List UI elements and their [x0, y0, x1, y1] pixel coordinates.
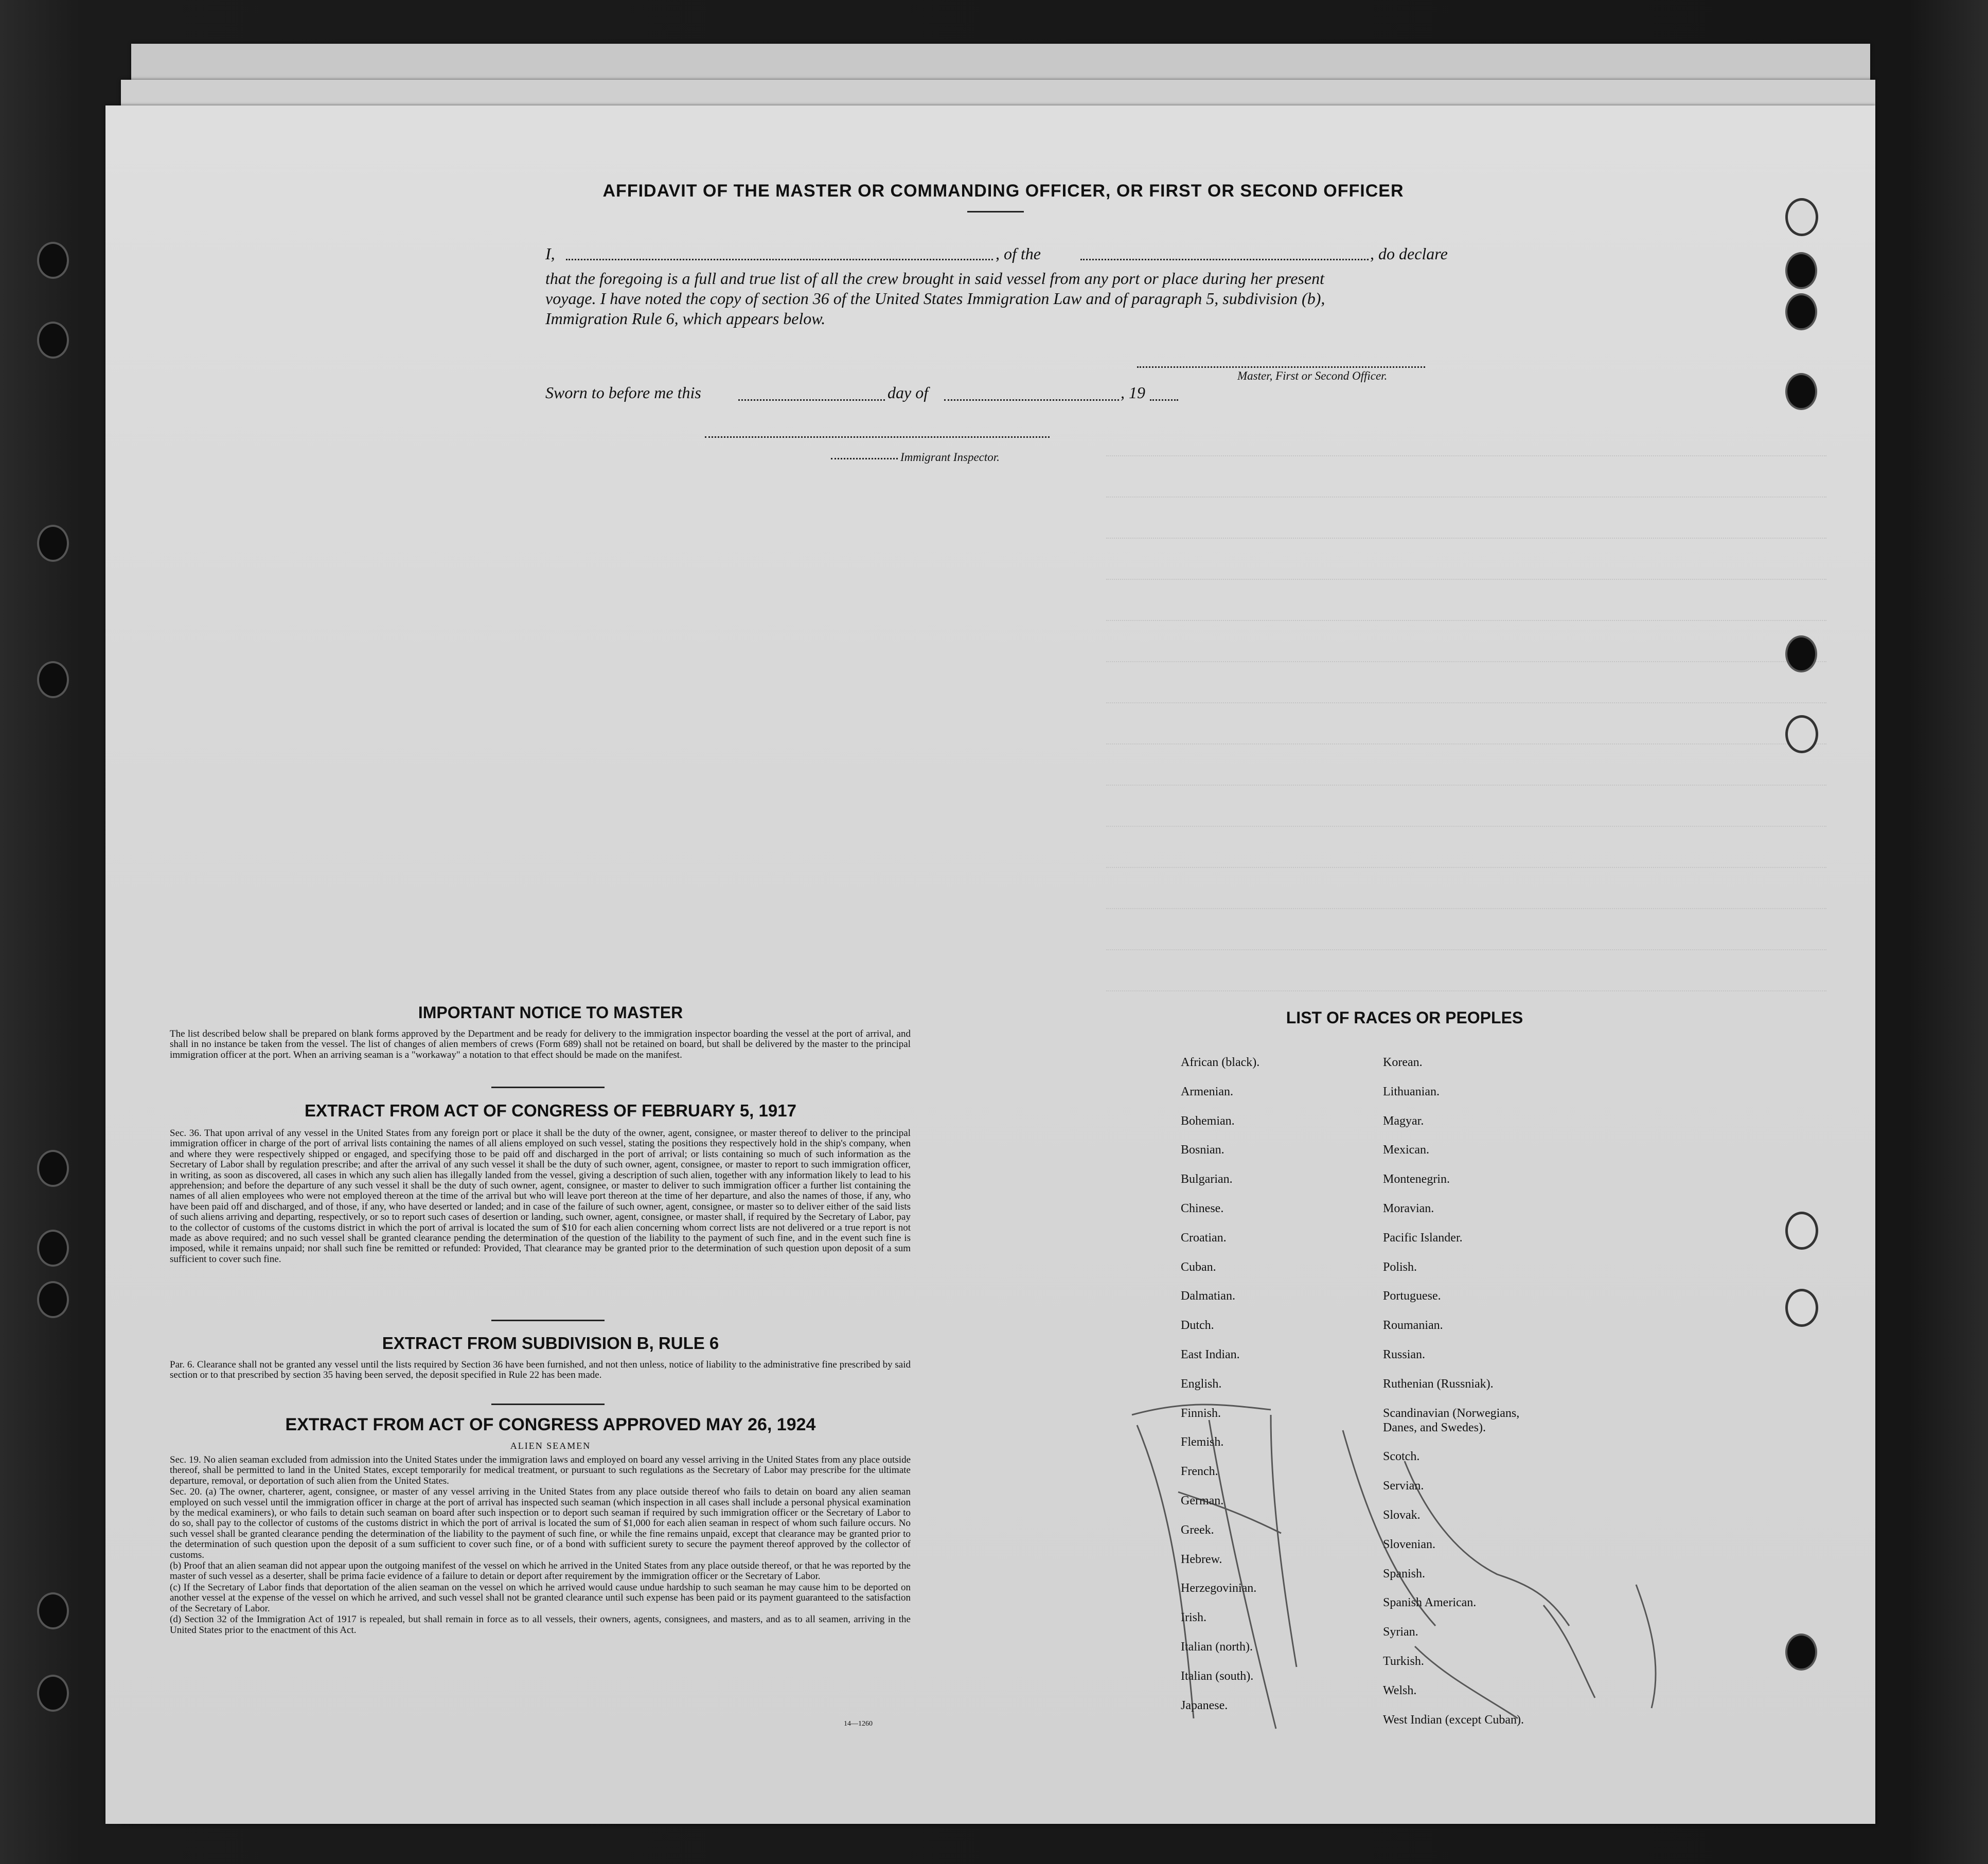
race-entry: Russian. [1383, 1348, 1426, 1361]
bleed-through-row [1106, 867, 1826, 869]
race-entry: Herzegovinian. [1181, 1582, 1257, 1595]
race-entry: Scotch. [1383, 1450, 1420, 1464]
race-entry: Greek. [1181, 1523, 1214, 1537]
race-entry: English. [1181, 1377, 1222, 1391]
race-entry: Italian (south). [1181, 1669, 1254, 1683]
race-entry: Dalmatian. [1181, 1289, 1235, 1303]
page-hole [1785, 373, 1817, 410]
title-underline [967, 211, 1024, 212]
race-entry: Danes, and Swedes). [1383, 1421, 1486, 1434]
bleed-through-row [1106, 826, 1826, 828]
binder-hole [37, 1281, 69, 1318]
page-hole [1785, 198, 1818, 236]
affidavit-title: AFFIDAVIT OF THE MASTER OR COMMANDING OFFICER, OR FIRST OR SECOND OFFICER [602, 181, 1404, 201]
race-entry: Japanese. [1181, 1698, 1228, 1712]
bleed-through-row [1106, 496, 1826, 499]
race-entry: Turkish. [1383, 1655, 1424, 1668]
race-entry: Servian. [1383, 1479, 1424, 1493]
race-entry: Portuguese. [1383, 1289, 1441, 1303]
binder-hole [37, 1675, 69, 1712]
year-fill-line [1150, 399, 1178, 401]
master-signature-line [1137, 366, 1425, 368]
extract-1917-text [170, 1128, 911, 1265]
binder-hole [37, 525, 69, 562]
race-entry: Finnish. [1181, 1406, 1221, 1420]
bleed-through-row [1106, 990, 1826, 992]
name-fill-line [566, 259, 993, 260]
pencil-scribble [1055, 1358, 1698, 1749]
race-entry: Scandinavian (Norwegians, [1383, 1406, 1520, 1420]
page-hole [1785, 252, 1817, 289]
bleed-through-row [1106, 579, 1826, 581]
affidavit-i-label: I, [545, 244, 555, 263]
race-entry: Welsh. [1383, 1683, 1417, 1697]
race-entry: Armenian. [1181, 1085, 1233, 1098]
binder-hole [37, 322, 69, 359]
bleed-through-row [1106, 908, 1826, 910]
affidavit-do-declare-label: , do declare [1370, 244, 1448, 263]
extract-rule6-text [170, 1360, 911, 1381]
race-entry: Hebrew. [1181, 1552, 1222, 1566]
extract-1917-heading: EXTRACT FROM ACT OF CONGRESS OF FEBRUARY 5, 1917 [305, 1101, 796, 1120]
sworn-label: Sworn to before me this [545, 383, 701, 402]
inspector-short-line [831, 458, 898, 459]
race-entry: Montenegrin. [1383, 1173, 1450, 1186]
day-of-label: day of [887, 383, 929, 402]
race-entry: Bosnian. [1181, 1143, 1224, 1157]
race-entry: West Indian (except Cuban). [1383, 1713, 1524, 1727]
alien-seamen-subheading: ALIEN SEAMEN [510, 1441, 591, 1451]
race-entry: Roumanian. [1383, 1319, 1443, 1333]
extract-1924-paragraph: (c) If the Secretary of Labor finds that deportation of the alien seaman on the vessel on which he arrived would cause undue hardship to such seaman he may cause him to be deported on another vessel at the expense of the vessel on which he arrived, and such vessel shall not be granted clearance until such expense has been paid or its payment guaranteed to the satisfaction of the Secretary of Labor. [170, 1582, 911, 1614]
race-entry: Mexican. [1383, 1143, 1429, 1157]
affidavit-line-2: that the foregoing is a full and true list of all the crew brought in said vessel from any port or place during her present [545, 269, 1324, 288]
section-divider [491, 1087, 605, 1088]
race-entry: Bohemian. [1181, 1114, 1235, 1128]
race-entry: Chinese. [1181, 1202, 1224, 1215]
page-hole [1785, 293, 1817, 330]
race-entry: Syrian. [1383, 1625, 1418, 1639]
race-entry: Polish. [1383, 1260, 1417, 1274]
race-entry: Spanish. [1383, 1567, 1426, 1581]
race-entry: Irish. [1181, 1611, 1206, 1625]
race-entry: French. [1181, 1465, 1218, 1479]
race-entry: Lithuanian. [1383, 1085, 1440, 1098]
page-hole [1785, 635, 1817, 672]
page-hole [1785, 1634, 1817, 1671]
race-entry: Cuban. [1181, 1260, 1216, 1274]
page-hole [1785, 1289, 1818, 1327]
binder-hole [37, 1150, 69, 1187]
bleed-through-row [1106, 702, 1826, 704]
extract-rule6-paragraph: Par. 6. Clearance shall not be granted any vessel until the lists required by Section 36 have been furnished, and not then unless, notice of liability to the administrative fine prescribed by said section or to that prescribed by section 35 having been served, the deposit specified in Rule 22 has been made. [170, 1359, 911, 1381]
inspector-signature-line [705, 436, 1050, 438]
race-entry: Moravian. [1383, 1202, 1434, 1215]
affidavit-of-the-label: , of the [996, 244, 1041, 263]
inspector-label: Immigrant Inspector. [900, 451, 1000, 464]
extract-1917-paragraph: Sec. 36. That upon arrival of any vessel in the United States from any foreign port or place it shall be the duty of the owner, agent, consignee, or master thereof to deliver to the principal immigration officer in charge of the port of arrival lists containing the names of all aliens employed on such vessel, stating the positions they respectively hold in the ship's company, when and where they were respectively shipped or engaged, and specifying those to be paid off and discharged in the port of arrival; or lists containing so much of such information as the Secretary of Labor shall by regulation prescribe; and after the arrival of any such vessel it shall be the duty of such owner, agent, consignee, or master to report to such immigration officer, in writing, as soon as discovered, all cases in which any such alien has illegally landed from the vessel, giving a description of such alien, together with any information likely to lead to his apprehension; and before the departure of any such vessel it shall be the duty of such owner, agent, consignee, or master to deliver to such immigration officer a further list containing the names of all alien employees who were not employed thereon at the time of the arrival but who will leave port thereon at the time of her departure, and also the names of those, if any, who have been paid off and discharged, and of those, if any, who have deserted or landed; and in case of the failure of such owner, agent, consignee, or master so to deliver either of the said lists of such aliens arriving and departing, respectively, or so to report such cases of desertion or landing, such owner, agent, consignee, or master shall, if required by the Secretary of Labor, pay to the collector of customs of the customs district in which the port of arrival is located the sum of $10 for each alien concerning whom correct lists are not delivered or a true report is not made as above required; and no such vessel shall be granted clearance pending the determination of the question of the liability to the payment of such fine, and in the event such fine is imposed, while it remains unpaid; nor shall such fine be remitted or refunded: Provided, That clearance may be granted prior to the determination of such question upon deposit of a sum sufficient to cover such fine. [170, 1128, 911, 1265]
race-entry: Spanish American. [1383, 1596, 1477, 1610]
binder-hole [37, 1230, 69, 1267]
bleed-through-row [1106, 949, 1826, 951]
notice-heading: IMPORTANT NOTICE TO MASTER [418, 1003, 683, 1022]
notice-paragraph: The list described below shall be prepared on blank forms approved by the Department and be ready for delivery to the immigration inspector boarding the vessel at the port of arrival, and shall in no instance be taken from the vessel. The list of changes of alien members of crews (Form 689) shall not be retained on board, but shall be delivered by the master to the principal immigration officer at the port. When an arriving seaman is a "workaway" a notation to that effect should be made on the manifest. [170, 1028, 911, 1060]
page-hole [1785, 715, 1818, 753]
form-number: 14—1260 [844, 1720, 873, 1728]
extract-1924-paragraph: (d) Section 32 of the Immigration Act of 1917 is repealed, but shall remain in force as to all vessels, their owners, agents, consignees, and masters, and as to all seamen, arriving in the United States prior to the enactment of this Act. [170, 1614, 911, 1636]
affidavit-line-3: voyage. I have noted the copy of section 36 of the United States Immigration Law and of paragraph 5, subdivision (b), [545, 289, 1325, 308]
sworn-day-line [738, 399, 885, 401]
affidavit-line-4: Immigration Rule 6, which appears below. [545, 309, 826, 328]
vessel-fill-line [1080, 259, 1369, 260]
bleed-through-row [1106, 743, 1826, 745]
bleed-through-row [1106, 538, 1826, 540]
race-entry: Flemish. [1181, 1435, 1224, 1449]
extract-1924-paragraph: Sec. 19. No alien seaman excluded from admission into the United States under the immigration laws and employed on board any vessel arriving in the United States from any place outside thereof, shall be permitted to land in the United States, except temporarily for medical treatment, or pursuant to such regulations as the Secretary of Labor may prescribe for the ultimate departure, removal, or deportation of such alien from the United States. [170, 1454, 911, 1486]
notice-text [170, 1029, 911, 1061]
race-entry: Magyar. [1383, 1114, 1424, 1128]
race-entry: Ruthenian (Russniak). [1383, 1377, 1494, 1391]
binder-hole [37, 1592, 69, 1629]
binder-hole [37, 661, 69, 698]
race-entry: Pacific Islander. [1383, 1231, 1463, 1245]
sworn-month-line [944, 399, 1119, 401]
race-entry: German. [1181, 1494, 1224, 1507]
race-entry: East Indian. [1181, 1348, 1240, 1361]
binder-hole [37, 242, 69, 279]
year-label: , 19 [1121, 383, 1145, 402]
race-entry: Italian (north). [1181, 1640, 1253, 1654]
race-entry: Croatian. [1181, 1231, 1227, 1245]
page-hole [1785, 1212, 1818, 1250]
section-divider [491, 1404, 605, 1405]
race-entry: African (black). [1181, 1056, 1260, 1069]
extract-1924-paragraph: Sec. 20. (a) The owner, charterer, agent, consignee, or master of any vessel arriving in the United States from any place outside thereof who fails to detain on board any alien seaman employed on such vessel until the immigration officer in charge at the port of arrival has inspected such seaman (which inspection in all cases shall include a personal physical examination by the medical examiners), or who fails to detain such seaman on board after such inspection or to deport such seaman if required by such immigration officer or the Secretary of Labor to do so, shall pay to the collector of customs of the customs district in which the port of arrival is located the sum of $1,000 for each alien seaman in respect of whom such failure occurs. No such vessel shall be granted clearance pending the determination of the liability to the payment of such fine, or while the fine remains unpaid, except that clearance may be granted prior to the determination of such question upon the deposit of a sum sufficient to cover such fine, or of a bond with sufficient surety to secure the payment thereof approved by the collector of customs. [170, 1486, 911, 1560]
extract-1924-heading: EXTRACT FROM ACT OF CONGRESS APPROVED MAY 26, 1924 [285, 1415, 816, 1434]
race-entry: Slovenian. [1383, 1537, 1435, 1551]
extract-1924-text [170, 1455, 911, 1636]
race-entry: Bulgarian. [1181, 1173, 1233, 1186]
bleed-through-row [1106, 785, 1826, 787]
race-entry: Slovak. [1383, 1508, 1421, 1522]
bleed-through-row [1106, 620, 1826, 622]
race-entry: Korean. [1383, 1056, 1423, 1069]
extract-1924-paragraph: (b) Proof that an alien seaman did not appear upon the outgoing manifest of the vessel on which he arrived in the United States from any place outside thereof, or that he was reported by the master of such vessel as a deserter, shall be prima facie evidence of a failure to detain or deport after requirement by the immigration officer or the Secretary of Labor. [170, 1560, 911, 1582]
races-heading: LIST OF RACES OR PEOPLES [1286, 1008, 1523, 1027]
race-entry: Dutch. [1181, 1319, 1214, 1333]
bleed-through-row [1106, 661, 1826, 663]
section-divider [491, 1320, 605, 1321]
bleed-through-row [1106, 455, 1826, 457]
extract-rule6-heading: EXTRACT FROM SUBDIVISION B, RULE 6 [382, 1334, 719, 1353]
master-signature-label: Master, First or Second Officer. [1237, 369, 1388, 382]
